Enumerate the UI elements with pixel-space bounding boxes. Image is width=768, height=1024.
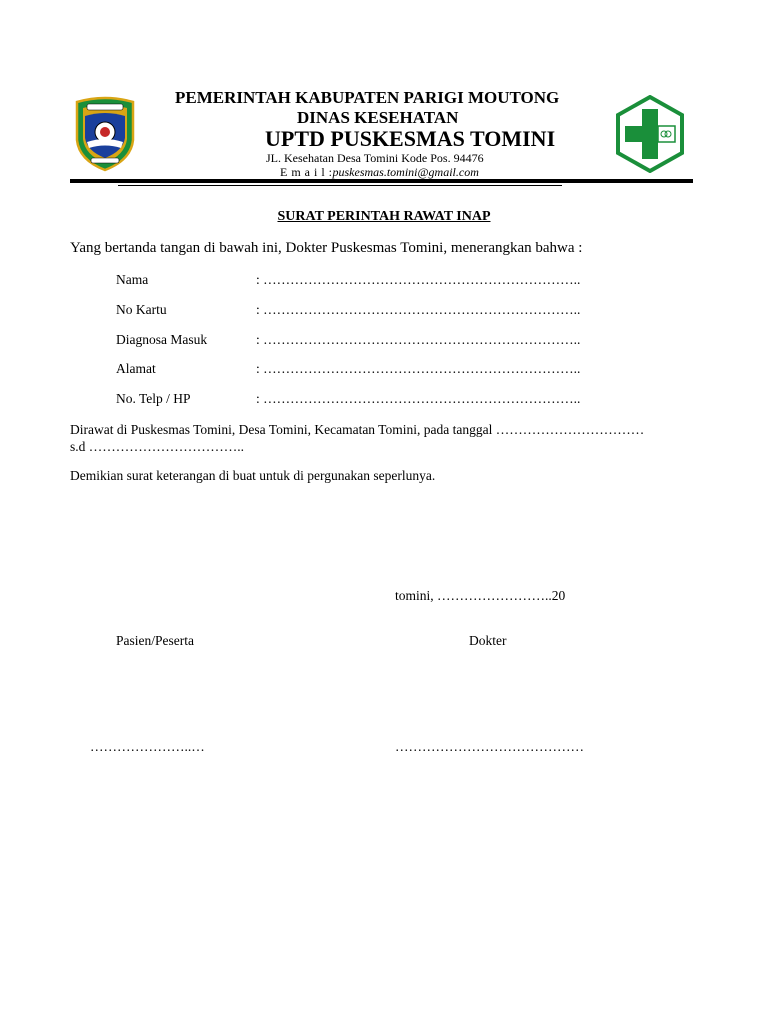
document-title: SURAT PERINTAH RAWAT INAP — [277, 209, 491, 224]
signature-line-doctor: …………………………………… — [395, 739, 584, 754]
header-government: PEMERINTAH KABUPATEN PARIGI MOUTONG — [175, 88, 560, 107]
header-address: JL. Kesehatan Desa Tomini Kode Pos. 94476 — [266, 151, 484, 165]
header-email — [280, 165, 479, 180]
field-value-nama: : …………………………………………………………….. — [256, 272, 581, 287]
signature-label-patient: Pasien/Peserta — [116, 633, 194, 648]
email-label: E m a i l : — [280, 165, 333, 179]
email-value: puskesmas.tomini@gmail.com — [332, 165, 479, 179]
field-value-diagnosa: : …………………………………………………………….. — [256, 332, 581, 347]
header-institution: UPTD PUSKESMAS TOMINI — [265, 126, 556, 151]
intro-text: Yang bertanda tangan di bawah ini, Dokter Puskesmas Tomini, menerangkan bahwa : — [70, 240, 583, 256]
place-date: tomini, ……………………..20 — [395, 588, 566, 603]
field-value-alamat: : …………………………………………………………….. — [256, 361, 581, 376]
signature-label-doctor: Dokter — [469, 633, 507, 648]
puskesmas-cross-logo-icon — [611, 95, 689, 178]
treatment-line-2: s.d …………………………….. — [70, 439, 245, 454]
field-label-telp: No. Telp / HP — [116, 391, 191, 406]
treatment-line-1: Dirawat di Puskesmas Tomini, Desa Tomini, Kecamatan Tomini, pada tanggal …………………………… — [70, 422, 645, 437]
field-value-no-kartu: : …………………………………………………………….. — [256, 302, 581, 317]
field-label-nama: Nama — [116, 272, 149, 287]
signature-line-patient: …………………..… — [90, 739, 205, 754]
parigi-moutong-emblem-icon — [71, 96, 139, 177]
closing-statement: Demikian surat keterangan di buat untuk di pergunakan seperlunya. — [70, 468, 436, 483]
field-label-diagnosa: Diagnosa Masuk — [116, 332, 208, 347]
header-divider-thick — [70, 179, 693, 183]
field-label-alamat: Alamat — [116, 361, 156, 376]
header-divider-thin — [118, 185, 562, 186]
field-label-no-kartu: No Kartu — [116, 302, 167, 317]
header-department: DINAS KESEHATAN — [297, 108, 459, 127]
field-value-telp: : …………………………………………………………….. — [256, 391, 581, 406]
